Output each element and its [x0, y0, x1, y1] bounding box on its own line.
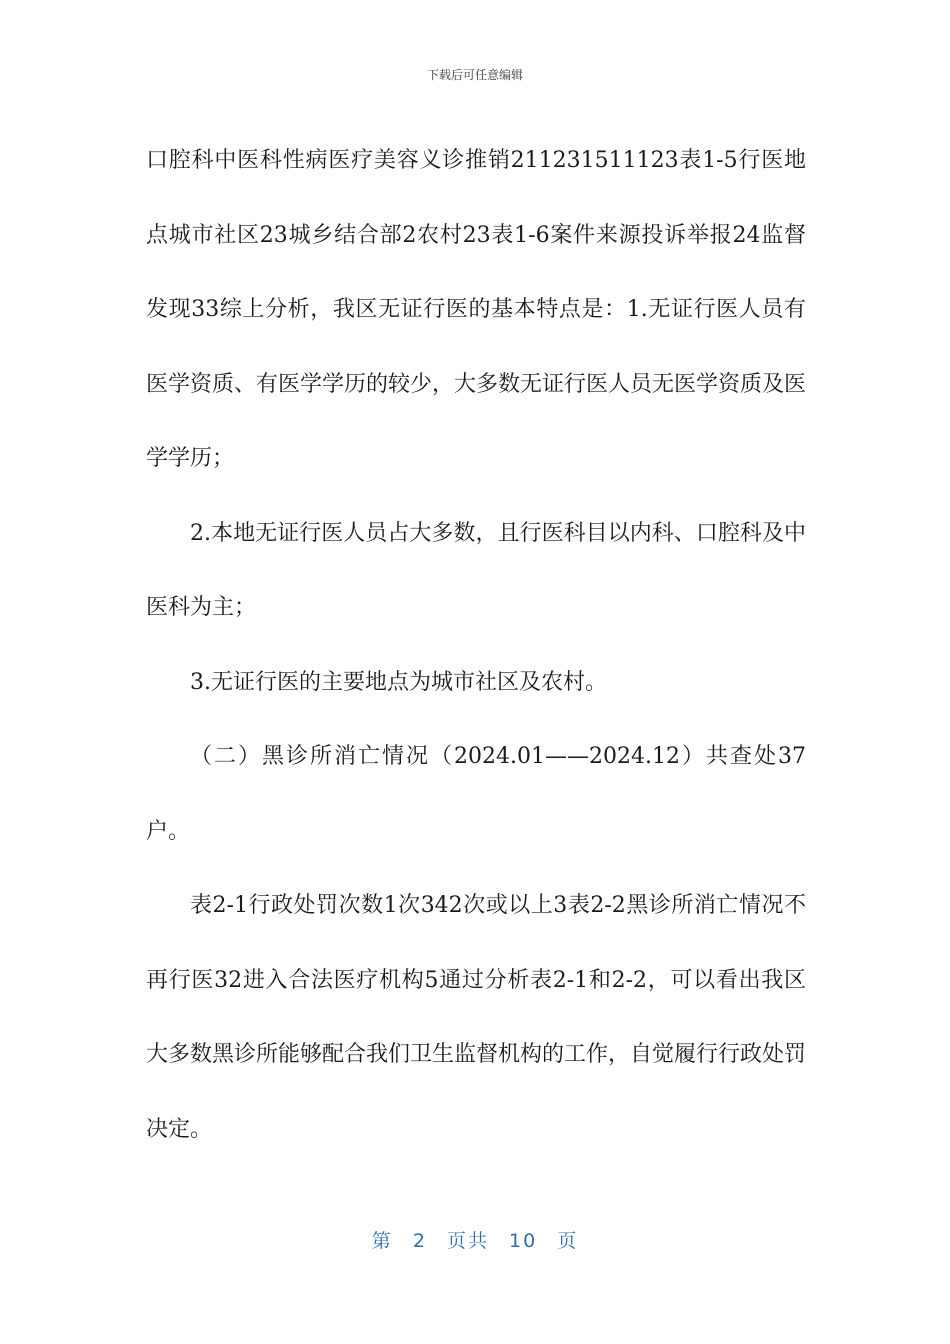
paragraph-1: 口腔科中医科性病医疗美容义诊推销211231511123表1-5行医地点城市社区23城乡结合部2农村23表1-6案件来源投诉举报24监督发现33综上分析，我区无证行医的基本特点是：1.无证行医人员有医学资质、有医学学历的较少，大多数无证行医人员无医学资质及医学学历； [146, 148, 807, 471]
paragraph-4: （二）黑诊所消亡情况（2024.01——2024.12）共查处37户。 [146, 744, 806, 844]
paragraph-5: 表2-1行政处罚次数1次342次或以上3表2-2黑诊所消亡情况不再行医32进入合法医疗机构5通过分析表2-1和2-2，可以看出我区大多数黑诊所能够配合我们卫生监督机构的工作，自觉履行行政处罚决定。 [146, 893, 807, 1142]
page-number-footer: 第 2 页共 10 页 [371, 1230, 579, 1252]
document-body [146, 124, 806, 1167]
paragraph-2: 2.本地无证行医人员占大多数，且行医科目以内科、口腔科及中医科为主； [146, 520, 806, 620]
header-note: 下载后可任意编辑 [426, 68, 523, 82]
paragraph-3: 3.无证行医的主要地点为城市社区及农村。 [190, 669, 607, 695]
